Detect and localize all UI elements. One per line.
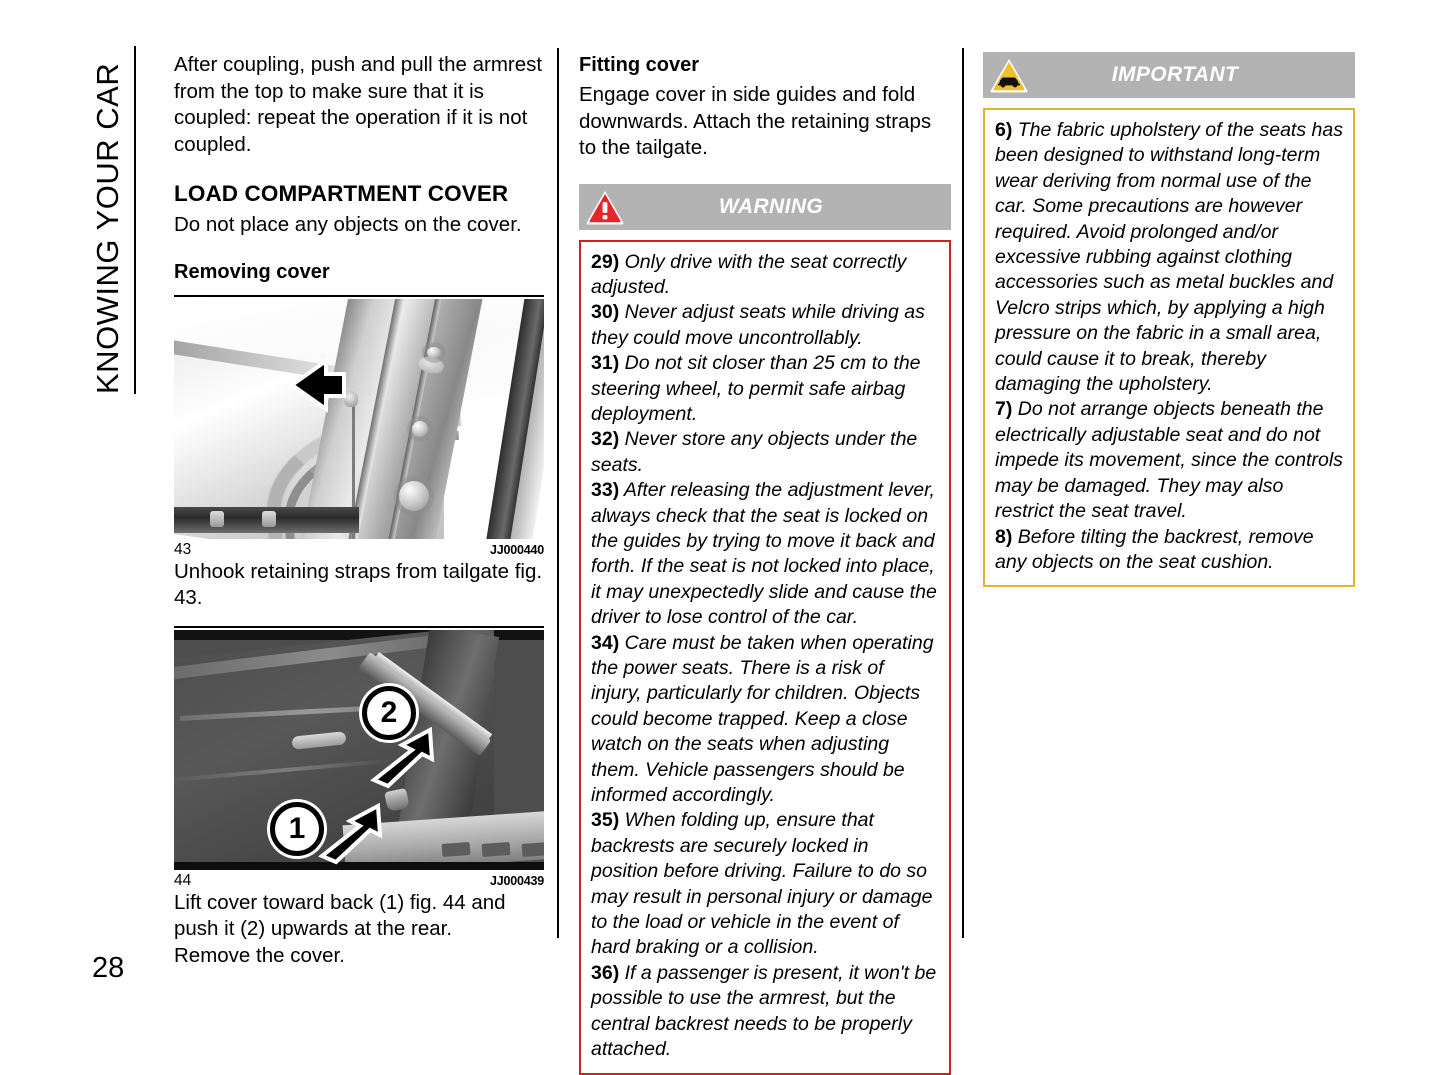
tailgate-pillar-photo bbox=[174, 299, 544, 539]
warning-item-number: 32) bbox=[591, 428, 620, 451]
warning-item bbox=[591, 808, 939, 960]
important-item bbox=[995, 397, 1343, 524]
figure-44-caption-line-2: Remove the cover. bbox=[174, 943, 345, 967]
warning-item bbox=[591, 300, 939, 351]
left-arrow-icon bbox=[174, 299, 544, 539]
column-divider-left bbox=[557, 48, 559, 938]
load-compartment-cover-photo bbox=[174, 630, 544, 870]
figure-44-caption-row bbox=[174, 872, 544, 890]
warning-item-text: Care must be taken when operating the power seats. There is a risk of injury, particularly for children. Objects could become trapped. Keep a close watch on the seats when adjusting them. Vehicle passengers should be informed accordingly. bbox=[591, 631, 934, 807]
warning-item-text: Do not sit closer than 25 cm to the steering wheel, to permit safe airbag deployment. bbox=[591, 352, 921, 425]
warning-item-text: After releasing the adjustment lever, always check that the seat is locked on the guides by trying to move it back and forth. If the seat is not locked into place, it may unexpectedly slide and cause the driver to lose control of the car. bbox=[591, 479, 937, 629]
warning-item bbox=[591, 427, 939, 478]
callout-arrows-icon bbox=[174, 630, 544, 870]
figure-44-code: JJ000439 bbox=[489, 873, 544, 888]
figure-43-number: 43 bbox=[174, 540, 192, 558]
column-middle bbox=[579, 52, 951, 1075]
warning-item-number: 35) bbox=[591, 809, 620, 832]
intro-paragraph: After coupling, push and pull the armrest from the top to make sure that it is coupled: repeat the operation if it is not coupled. bbox=[174, 53, 543, 156]
warning-item-text: If a passenger is present, it won't be possible to use the armrest, but the central backrest needs to be properly attached. bbox=[591, 961, 937, 1061]
warning-item bbox=[591, 351, 939, 427]
warning-item bbox=[591, 631, 939, 809]
warning-item-text: When folding up, ensure that backrests are securely locked in position before driving. Failure to do so may result in personal injury or damage to the load or vehicle in the event of hard braking or a collision. bbox=[591, 809, 933, 959]
column-left bbox=[174, 52, 544, 969]
chapter-tab-rule bbox=[134, 46, 136, 394]
figure-43-caption-row bbox=[174, 541, 544, 559]
removing-cover-heading: Removing cover bbox=[174, 260, 330, 283]
callout-2: 2 bbox=[362, 686, 416, 740]
important-car-triangle-icon bbox=[983, 52, 1035, 98]
warning-item bbox=[591, 478, 939, 630]
section-paragraph: Do not place any objects on the cover. bbox=[174, 213, 522, 236]
fitting-cover-paragraph: Engage cover in side guides and fold downwards. Attach the retaining straps to the tailgate. bbox=[579, 83, 932, 159]
warning-item-number: 33) bbox=[591, 479, 620, 502]
chapter-tab bbox=[86, 44, 138, 394]
figure-43-caption: Unhook retaining straps from tailgate fig. 43. bbox=[174, 559, 543, 609]
column-divider-right bbox=[962, 48, 964, 938]
figure-44-number: 44 bbox=[174, 871, 192, 889]
figure-43-rule bbox=[174, 295, 544, 297]
warning-item-text: Never store any objects under the seats. bbox=[591, 428, 918, 476]
page-title: LOAD COMPARTMENT COVER bbox=[174, 181, 509, 206]
callout-1: 1 bbox=[270, 802, 324, 856]
important-item bbox=[995, 118, 1343, 397]
important-item bbox=[995, 525, 1343, 576]
figure-44-rule bbox=[174, 626, 544, 628]
important-item-text: The fabric upholstery of the seats has been designed to withstand long-term wear deriving from normal use of the car. Some precautions are however required. Avoid prolonged and/or excessive rubbing against clothing accessories such as metal buckles and Velcro strips which, by applying a high pressure on the fabric in a small area, could cause it to break, thereby damaging the upholstery. bbox=[995, 119, 1343, 396]
important-title: IMPORTANT bbox=[1111, 63, 1239, 86]
warning-item-number: 31) bbox=[591, 352, 620, 375]
warning-item-number: 34) bbox=[591, 631, 620, 654]
figure-44 bbox=[174, 626, 544, 970]
figure-43-code: JJ000440 bbox=[489, 542, 544, 557]
important-item-number: 6) bbox=[995, 119, 1013, 141]
important-box bbox=[983, 108, 1355, 587]
warning-item bbox=[591, 961, 939, 1063]
warning-item-number: 30) bbox=[591, 301, 620, 324]
warning-header bbox=[579, 184, 951, 230]
warning-triangle-icon bbox=[579, 184, 631, 230]
warning-item-text: Only drive with the seat correctly adjusted. bbox=[591, 250, 907, 298]
chapter-tab-label: KNOWING YOUR CAR bbox=[90, 62, 125, 394]
column-right bbox=[983, 52, 1355, 587]
warning-item-text: Never adjust seats while driving as they could move uncontrollably. bbox=[591, 301, 925, 349]
fitting-cover-heading: Fitting cover bbox=[579, 54, 700, 76]
warning-title: WARNING bbox=[718, 194, 824, 218]
important-header bbox=[983, 52, 1355, 98]
important-item-text: Before tilting the backrest, remove any objects on the seat cushion. bbox=[995, 525, 1314, 573]
page-number: 28 bbox=[92, 952, 125, 984]
warning-box bbox=[579, 240, 951, 1075]
important-item-text: Do not arrange objects beneath the electrically adjustable seat and do not impede its movement, since the controls may be damaged. They may also restrict the seat travel. bbox=[995, 398, 1343, 523]
important-item-number: 7) bbox=[995, 398, 1013, 421]
important-item-number: 8) bbox=[995, 525, 1013, 548]
figure-44-caption-line-1: Lift cover toward back (1) fig. 44 and push it (2) upwards at the rear. bbox=[174, 890, 506, 940]
figure-43 bbox=[174, 295, 544, 612]
warning-item-number: 36) bbox=[591, 961, 620, 984]
warning-item bbox=[591, 250, 939, 301]
warning-item-number: 29) bbox=[591, 250, 620, 273]
